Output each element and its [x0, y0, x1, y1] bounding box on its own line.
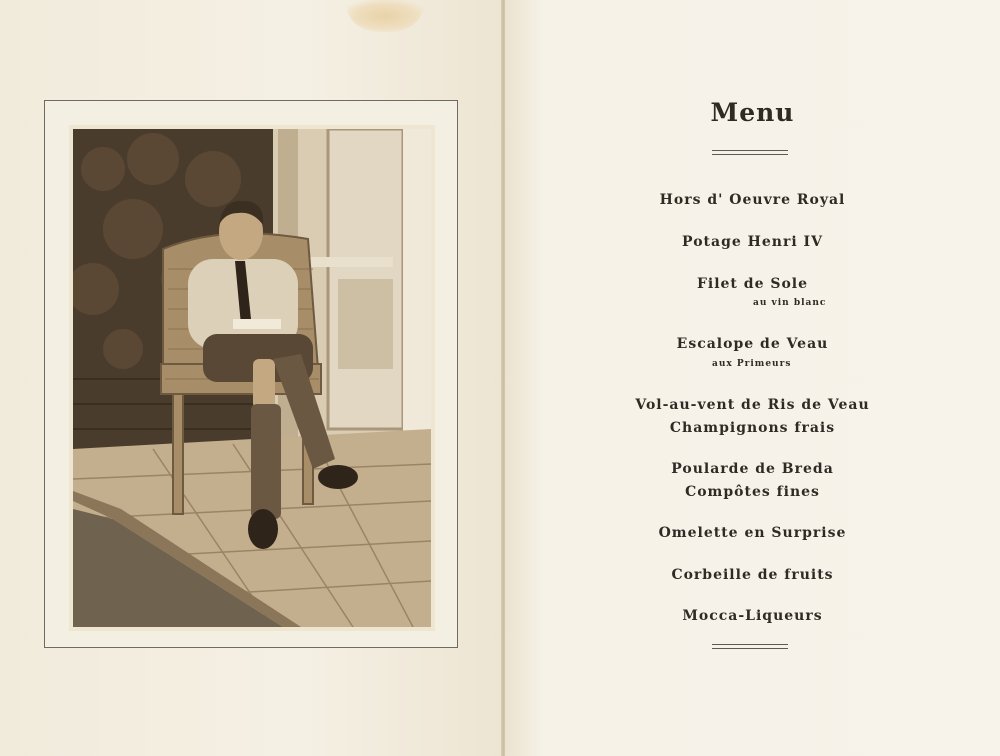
bottom-rule	[712, 644, 788, 649]
course-5-line2: Champignons frais	[669, 420, 836, 436]
course-5: Vol-au-vent de Ris de Veau	[635, 397, 870, 413]
course-3: Filet de Sole	[696, 276, 809, 292]
sepia-portrait-boy-in-wicker-chair	[73, 129, 431, 627]
course-1: Hors d' Oeuvre Royal	[659, 192, 846, 208]
course-6: Poularde de Breda	[671, 461, 834, 477]
course-4: Escalope de Veau	[676, 336, 829, 352]
course-8: Corbeille de fruits	[671, 567, 834, 583]
menu-title: Menu	[710, 98, 795, 127]
course-7: Omelette en Surprise	[658, 525, 847, 541]
photo-mount-frame	[44, 100, 458, 648]
paper-stain	[345, 0, 425, 32]
course-6-line2: Compôtes fines	[685, 484, 820, 500]
course-2: Potage Henri IV	[682, 234, 823, 250]
course-4-sub: aux Primeurs	[712, 359, 792, 369]
menu-panel	[505, 0, 1000, 756]
course-9: Mocca-Liqueurs	[682, 608, 823, 624]
title-rule	[712, 150, 788, 155]
photograph	[69, 125, 435, 631]
course-3-sub: au vin blanc	[753, 298, 827, 308]
